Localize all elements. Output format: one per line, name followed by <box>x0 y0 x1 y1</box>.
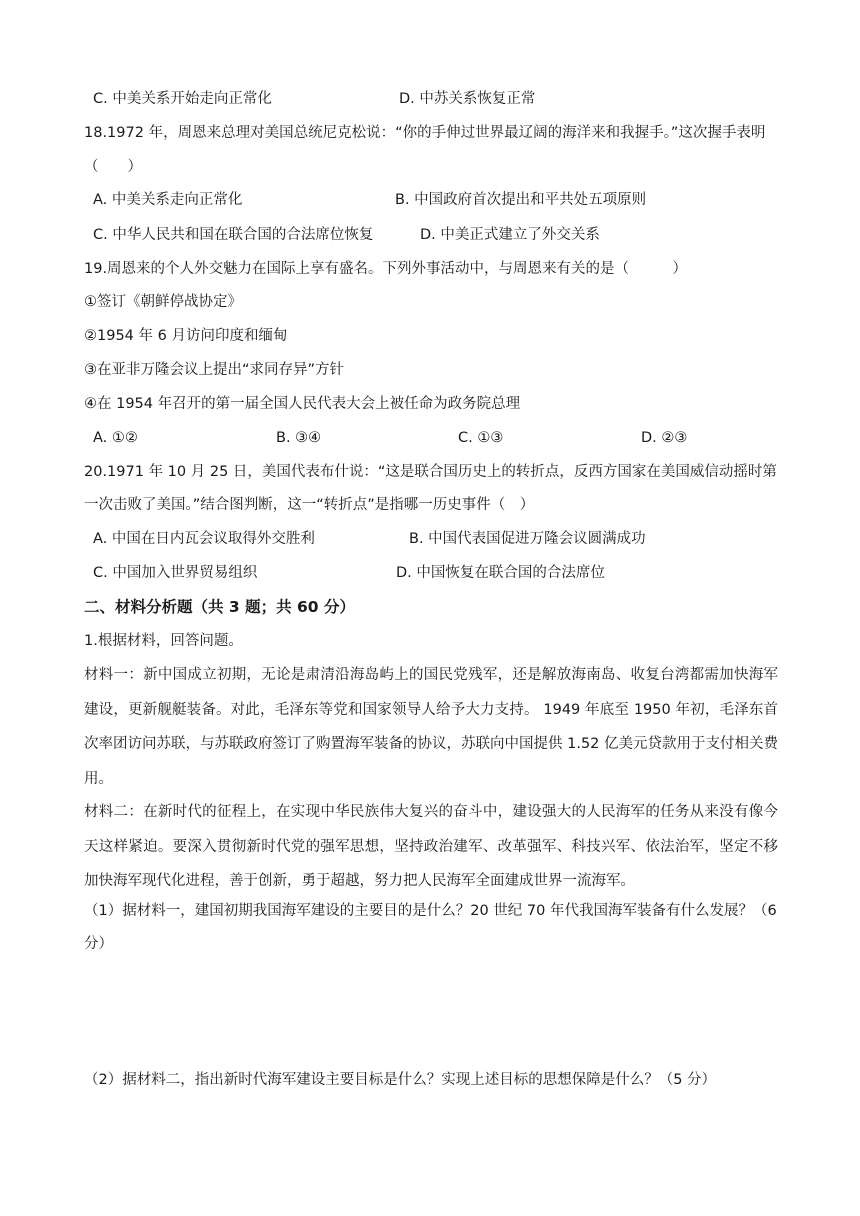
q18-stem-line-2: （ ） <box>84 159 142 175</box>
q20-option-b: B. 中国代表国促进万隆会议圆满成功 <box>409 531 646 547</box>
q20-option-c: C. 中国加入世界贸易组织 <box>93 565 258 581</box>
q17-option-c: C. 中美关系开始走向正常化 <box>93 91 272 107</box>
q19-option-a: A. ①② <box>93 430 138 446</box>
sub-question-1-line-1: （1）据材料一，建国初期我国海军建设的主要目的是什么？20 世纪 70 年代我国海军装备有什么发展？（6 <box>84 903 777 919</box>
section-2-question-1-intro: 1.根据材料，回答问题。 <box>84 633 243 649</box>
q18-option-a: A. 中美关系走向正常化 <box>93 192 243 208</box>
q19-item-1: ①签订《朝鲜停战协定》 <box>84 294 242 310</box>
q19-item-2: ②1954 年 6 月访问印度和缅甸 <box>84 328 288 344</box>
q19-option-c: C. ①③ <box>458 430 504 446</box>
section-2-heading: 二、材料分析题（共 3 题；共 60 分） <box>84 598 355 616</box>
sub-question-1-line-2: 分） <box>84 936 113 952</box>
material-2-paragraph: 材料二：在新时代的征程上，在实现中华民族伟大复兴的奋斗中，建设强大的人民海军的任务从来没有像今天这样紧迫。要深入贯彻新时代党的强军思想，坚持政治建军、改革强军、科技兴军、依法治军，坚定不移加快海军现代化进程，善于创新，勇于超越，努力把人民海军全面建成世界一流海军。 <box>84 804 778 889</box>
q19-option-d: D. ②③ <box>641 430 688 446</box>
q20-option-d: D. 中国恢复在联合国的合法席位 <box>396 565 605 581</box>
q18-option-c: C. 中华人民共和国在联合国的合法席位恢复 <box>93 227 374 243</box>
q20-stem-line-1: 20.1971 年 10 月 25 日，美国代表布什说：“这是联合国历史上的转折点，反西方国家在美国威信动摇时第 <box>84 464 777 480</box>
sub-question-2: （2）据材料二，指出新时代海军建设主要目标是什么？实现上述目标的思想保障是什么？（5 分） <box>84 1072 717 1088</box>
q19-item-4: ④在 1954 年召开的第一届全国人民代表大会上被任命为政务院总理 <box>84 396 521 412</box>
material-1-paragraph: 材料一：新中国成立初期，无论是肃清沿海岛屿上的国民党残军，还是解放海南岛、收复台湾都需加快海军建设，更新舰艇装备。对此，毛泽东等党和国家领导人给予大力支持。 1949 年底至 1950 年初，毛泽东首次率团访问苏联，与苏联政府签订了购置海军装备的协议，苏联向中国提供 1.52 亿美元贷款用于支付相关费用。 <box>84 667 778 787</box>
q18-stem-line-1: 18.1972 年，周恩来总理对美国总统尼克松说：“你的手伸过世界最辽阔的海洋来和我握手。”这次握手表明 <box>84 125 766 141</box>
q19-option-b: B. ③④ <box>276 430 322 446</box>
q20-stem-line-2: 一次击败了美国。”结合图判断，这一“转折点”是指哪一历史事件（ ） <box>84 497 535 513</box>
q20-option-a: A. 中国在日内瓦会议取得外交胜利 <box>93 531 315 547</box>
q18-option-d: D. 中美正式建立了外交关系 <box>420 227 600 243</box>
q18-option-b: B. 中国政府首次提出和平共处五项原则 <box>395 192 647 208</box>
q17-option-d: D. 中苏关系恢复正常 <box>399 91 536 107</box>
q19-item-3: ③在亚非万隆会议上提出“求同存异”方针 <box>84 362 345 378</box>
q19-stem: 19.周恩来的个人外交魅力在国际上享有盛名。下列外事活动中，与周恩来有关的是（ ） <box>84 261 688 277</box>
